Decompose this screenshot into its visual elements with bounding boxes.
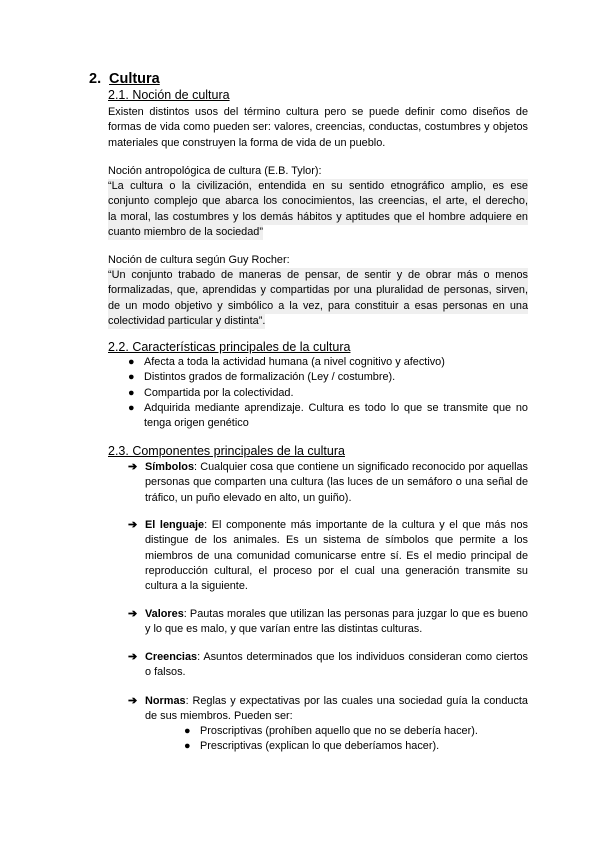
- arrow-icon: ➔: [128, 608, 138, 620]
- list-item: [184, 724, 524, 739]
- tylor-quote-line: conjunto complejo que abarca los conocimientos, las creencias, el arte, el derecho,: [108, 194, 528, 209]
- bullet-icon: ●: [128, 371, 135, 384]
- component-term: Normas: [145, 695, 186, 707]
- normas-sublist: [184, 724, 524, 755]
- component-term: Creencias: [145, 651, 198, 663]
- bullet-icon: ●: [128, 386, 135, 399]
- list-item: [108, 386, 528, 401]
- list-item-text: Adquirida mediante aprendizaje. Cultura es todo lo que se transmite que no tenga origen genético: [144, 401, 528, 430]
- subsection-heading-componentes: 2.3. Componentes principales de la cultura: [108, 444, 345, 458]
- list-item: [184, 739, 524, 754]
- tylor-label: Noción antropológica de cultura (E.B. Tylor):: [108, 165, 322, 177]
- tylor-quote-line: cuanto miembro de la sociedad”: [108, 225, 263, 240]
- section-heading: [89, 71, 160, 87]
- list-item-text: Proscriptivas (prohíben aquello que no se debería hacer).: [200, 725, 478, 737]
- characteristics-list: [108, 355, 528, 431]
- subsection-heading-nocion: 2.1. Noción de cultura: [108, 88, 230, 102]
- rocher-quote-line: formalizadas, que, aprendidas y compartidas por una pluralidad de personas, sirven,: [108, 283, 528, 298]
- component-text: : Pautas morales que utilizan las personas para juzgar lo que es bueno y lo que es malo, y que varían entre las distintas culturas.: [145, 608, 528, 636]
- bullet-icon: ●: [128, 356, 135, 368]
- list-item: [108, 401, 528, 432]
- component-item-creencias: [128, 650, 528, 681]
- rocher-label: Noción de cultura según Guy Rocher:: [108, 254, 290, 266]
- tylor-quote-line: la moral, las costumbres y los demás hábitos y aptitudes que el hombre adquiere en: [108, 210, 528, 225]
- tylor-quote: [108, 179, 528, 240]
- component-term: Símbolos: [145, 461, 195, 473]
- component-item-normas: [128, 694, 528, 725]
- component-text: : Reglas y expectativas por las cuales una sociedad guía la conducta de sus miembros. Pueden ser:: [145, 695, 528, 723]
- rocher-quote-line: de un modo objetivo y simbólico a la vez, para constituir a esas personas en una: [108, 299, 528, 314]
- bullet-icon: ●: [184, 725, 191, 737]
- rocher-quote-line: colectividad particular y distinta”.: [108, 314, 265, 329]
- component-text: : Asuntos determinados que los individuos consideran como ciertos o falsos.: [145, 651, 528, 679]
- arrow-icon: ➔: [128, 519, 138, 531]
- section-number: 2.: [89, 71, 102, 87]
- list-item-text: Prescriptivas (explican lo que deberíamos hacer).: [200, 740, 440, 753]
- component-term: Valores: [145, 608, 184, 620]
- component-term: El lenguaje: [145, 519, 205, 531]
- component-text: : El componente más importante de la cultura y el que más nos distingue de los animales. Es un sistema de símbolos que permite a los miembros de una comunidad comunicarse entre sí. Es el medio principal de reproducción cultural, el proceso por el cual una generación transmite su cultura a la siguiente.: [145, 519, 529, 593]
- arrow-icon: ➔: [128, 461, 138, 473]
- component-item-valores: [128, 607, 528, 638]
- section-title: Cultura: [109, 71, 160, 87]
- arrow-icon: ➔: [128, 651, 138, 663]
- rocher-quote: [108, 268, 528, 329]
- bullet-icon: ●: [184, 740, 191, 753]
- subsection-heading-caracteristicas: 2.2. Características principales de la cultura: [108, 340, 351, 354]
- list-item: [108, 355, 528, 370]
- list-item-text: Distintos grados de formalización (Ley / costumbre).: [144, 371, 396, 384]
- tylor-quote-line: “La cultura o la civilización, entendida en su sentido etnográfico amplio, es ese: [108, 179, 528, 194]
- list-item: [108, 370, 528, 385]
- intro-paragraph: Existen distintos usos del término cultura pero se puede definir como diseños de formas de vida como pueden ser: valores, creencias, conductas, costumbres y objetos materiales que construyen la forma de vida de un pueblo.: [108, 106, 528, 149]
- list-item-text: Afecta a toda la actividad humana (a nivel cognitivo y afectivo): [144, 356, 445, 368]
- bullet-icon: ●: [128, 401, 135, 414]
- component-text: : Cualquier cosa que contiene un significado reconocido por aquellas personas que comparten una cultura (las luces de un semáforo o una señal de tráfico, un puño elevado en alto, un guiño).: [145, 461, 528, 504]
- component-item-simbolos: [128, 460, 528, 506]
- component-item-lenguaje: [128, 518, 528, 594]
- list-item-text: Compartida por la colectividad.: [144, 386, 294, 399]
- arrow-icon: ➔: [128, 695, 138, 707]
- rocher-quote-line: “Un conjunto trabado de maneras de pensar, de sentir y de obrar más o menos: [108, 268, 528, 283]
